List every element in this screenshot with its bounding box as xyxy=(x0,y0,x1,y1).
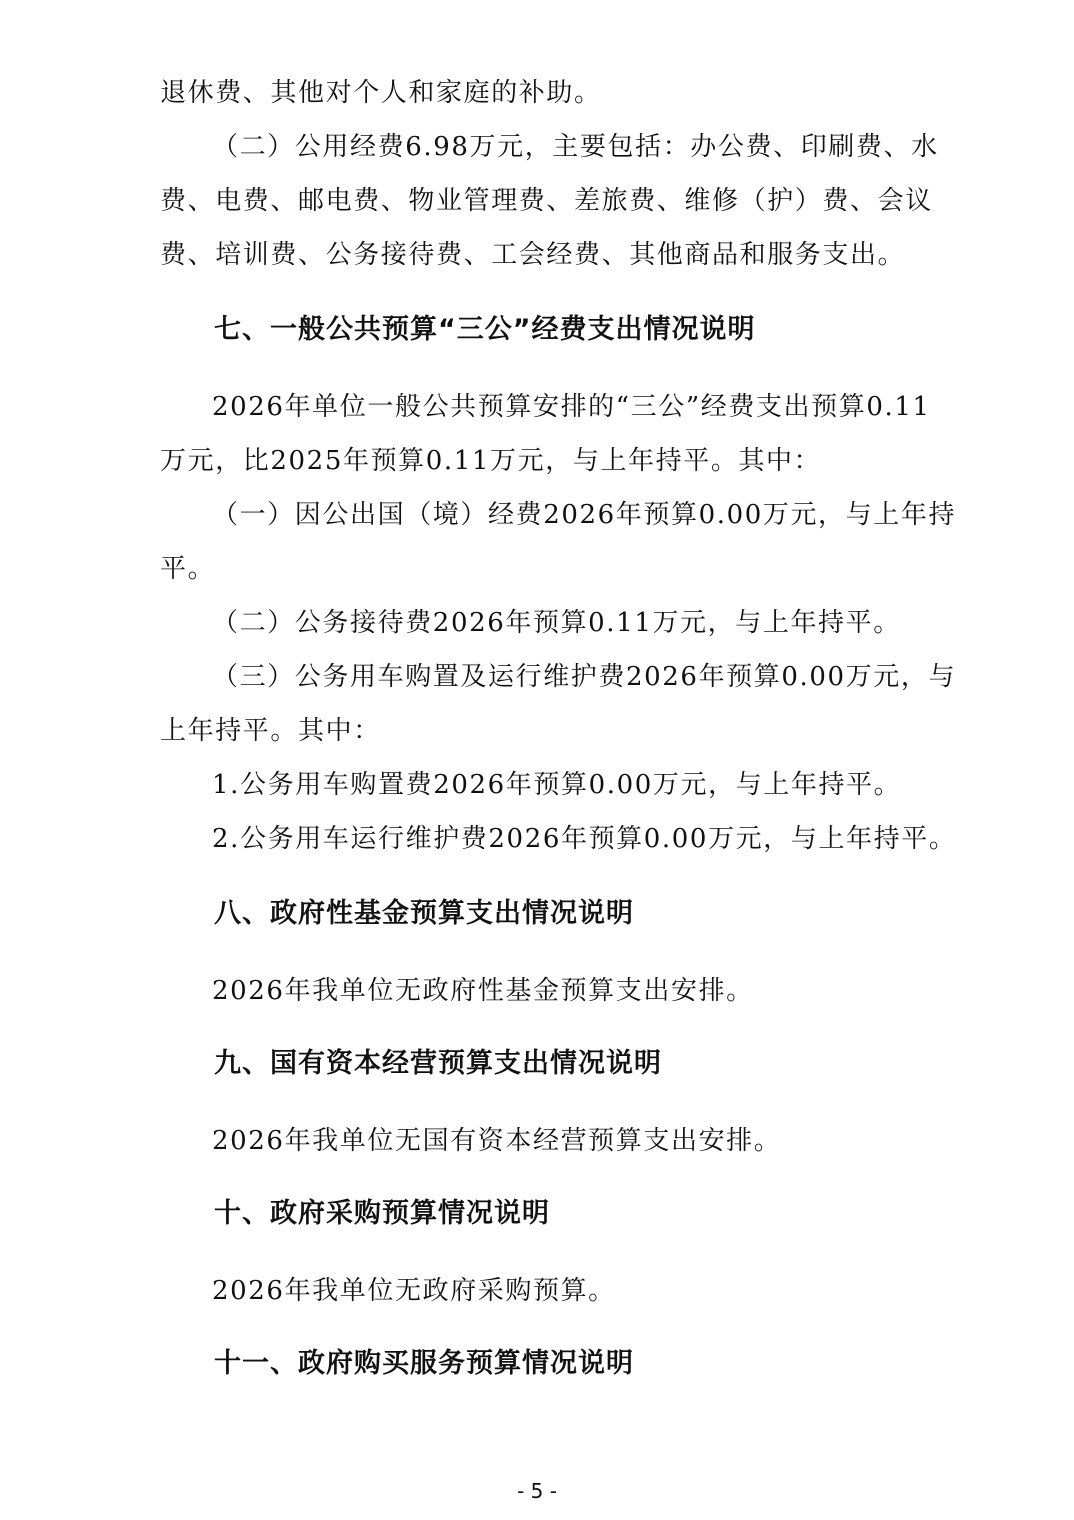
body-text-line: （二）公务接待费2026年预算0.11万元，与上年持平。 xyxy=(212,608,901,638)
section-heading-7: 七、一般公共预算“三公”经费支出情况说明 xyxy=(214,314,756,345)
section-heading-10: 十、政府采购预算情况说明 xyxy=(214,1198,550,1229)
body-text-line: 2026年我单位无政府性基金预算支出安排。 xyxy=(212,976,754,1006)
body-text-line: （三）公务用车购置及运行维护费2026年预算0.00万元，与 xyxy=(212,662,957,692)
section-heading-8: 八、政府性基金预算支出情况说明 xyxy=(214,898,634,929)
section-heading-9: 九、国有资本经营预算支出情况说明 xyxy=(214,1048,662,1079)
section-heading-11: 十一、政府购买服务预算情况说明 xyxy=(214,1348,634,1379)
body-text-line: 2.公务用车运行维护费2026年预算0.00万元，与上年持平。 xyxy=(212,824,957,854)
body-text-line: 费、培训费、公务接待费、工会经费、其他商品和服务支出。 xyxy=(160,240,906,270)
body-text-line: 2026年我单位无国有资本经营预算支出安排。 xyxy=(212,1126,782,1156)
body-text-line: 万元，比2025年预算0.11万元，与上年持平。其中： xyxy=(160,446,822,476)
body-text-line: 1.公务用车购置费2026年预算0.00万元，与上年持平。 xyxy=(212,770,902,800)
body-text-line: 退休费、其他对个人和家庭的补助。 xyxy=(160,78,602,108)
body-text-line: 2026年我单位无政府采购预算。 xyxy=(212,1276,616,1306)
page-number: - 5 - xyxy=(517,1479,557,1503)
body-text-line: 费、电费、邮电费、物业管理费、差旅费、维修（护）费、会议 xyxy=(160,186,933,216)
body-text-line: 上年持平。其中： xyxy=(160,716,381,746)
body-text-line: 2026年单位一般公共预算安排的“三公”经费支出预算0.11 xyxy=(212,392,931,422)
body-text-line: （二）公用经费6.98万元，主要包括：办公费、印刷费、水 xyxy=(212,132,939,162)
body-text-line: 平。 xyxy=(160,554,216,584)
body-text-line: （一）因公出国（境）经费2026年预算0.00万元，与上年持 xyxy=(212,500,957,530)
